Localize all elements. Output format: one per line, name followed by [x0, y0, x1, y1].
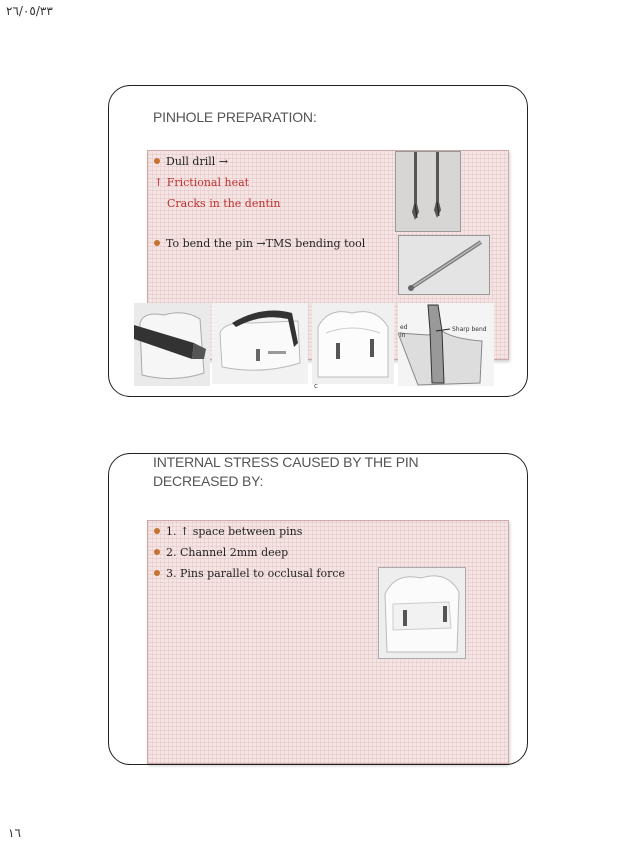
bullet-item: 1. ↑ space between pins [154, 525, 302, 538]
tooth-drill-photo [134, 303, 210, 386]
bullet-dot-icon [154, 528, 160, 534]
sub-item-cracks: Cracks in the dentin [167, 197, 281, 210]
bullet-item: 2. Channel 2mm deep [154, 546, 288, 559]
tooth-parallel-pins-icon [379, 568, 465, 658]
tooth-drill-icon [134, 303, 210, 386]
figure-stray-label: c [314, 382, 318, 390]
bullet-dot-icon [154, 158, 160, 164]
bending-tool-icon [399, 236, 489, 294]
bullet-item: Dull drill → [154, 155, 228, 168]
page-date: ٢٦/٠٥/٣٣ [6, 4, 53, 18]
slide-title-line2: DECREASED BY: [153, 473, 264, 489]
tooth-bending-photo [212, 303, 308, 384]
bullet-dot-icon [154, 570, 160, 576]
tooth-pins-icon [312, 303, 394, 384]
slide-title: PINHOLE PREPARATION: [153, 109, 317, 125]
slide-internal-stress [108, 453, 528, 765]
drill-bits-photo [395, 151, 461, 232]
tooth-pins-photo [312, 303, 394, 384]
bending-tool-photo [398, 235, 490, 295]
bullet-dot-icon [154, 549, 160, 555]
tooth-bending-icon [212, 303, 308, 384]
label-in: in [400, 332, 406, 339]
bullet-item: 3. Pins parallel to occlusal force [154, 567, 345, 580]
label-sharp-bend: Sharp bend [452, 326, 487, 333]
label-ed: ed [400, 324, 408, 331]
tooth-parallel-pins-photo [378, 567, 466, 659]
bullet-item: To bend the pin →TMS bending tool [154, 237, 365, 250]
page-number: ١٦ [8, 826, 21, 840]
pin-bend-diagram [398, 303, 494, 386]
content-panel [147, 520, 509, 764]
pin-bend-diagram-icon [398, 303, 494, 386]
sub-item-frictional-heat: ↑ Frictional heat [154, 176, 250, 189]
slide-title [153, 453, 418, 491]
slide-title-line1: INTERNAL STRESS CAUSED BY THE PIN [153, 454, 419, 470]
drill-bits-icon [396, 152, 460, 231]
bullet-dot-icon [154, 240, 160, 246]
